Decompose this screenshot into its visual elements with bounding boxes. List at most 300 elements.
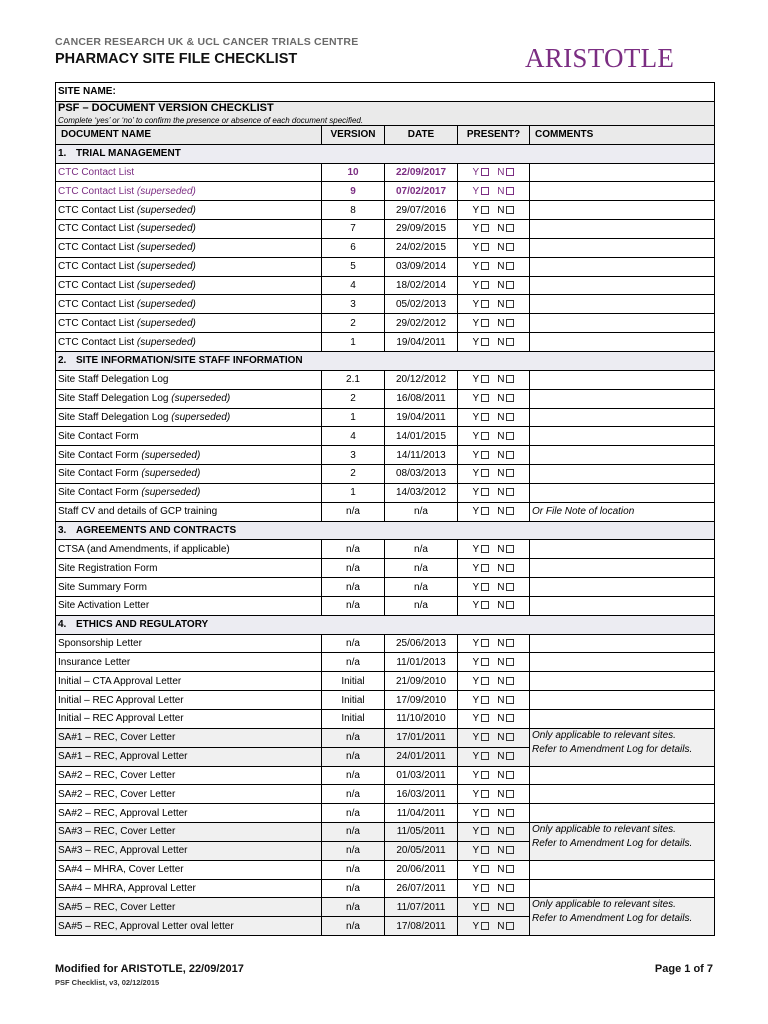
present-yes-option[interactable] [473,695,490,706]
yes-checkbox[interactable] [481,545,489,553]
no-label: N [497,751,505,763]
present-no-option[interactable] [497,713,514,724]
comments-cell[interactable] [530,728,715,766]
no-checkbox[interactable] [506,733,514,741]
date-cell: 24/02/2015 [385,238,458,257]
no-checkbox[interactable] [506,809,514,817]
present-yes-option[interactable] [473,713,490,724]
present-yes-option[interactable] [473,582,490,593]
present-no-option[interactable] [497,261,514,272]
document-row [56,804,715,823]
comments-cell[interactable] [530,898,715,936]
version-cell: n/a [322,653,385,672]
yes-checkbox[interactable] [481,601,489,609]
comments-cell[interactable] [530,163,715,182]
document-name-cell [56,860,322,879]
no-checkbox[interactable] [506,677,514,685]
present-yes-option[interactable] [473,657,490,668]
document-name-cell [56,370,322,389]
document-name: Staff CV and details of GCP training [58,506,218,518]
yes-checkbox[interactable] [481,168,489,176]
present-yes-option[interactable] [473,751,490,762]
present-no-option[interactable] [497,242,514,253]
yes-label: Y [472,223,480,235]
yes-label: Y [472,751,480,763]
present-cell [458,898,530,917]
present-yes-option[interactable] [473,883,490,894]
date-cell: n/a [385,559,458,578]
yes-checkbox[interactable] [481,243,489,251]
present-no-option[interactable] [497,600,514,611]
document-row [56,182,715,201]
yes-checkbox[interactable] [481,583,489,591]
no-label: N [497,185,505,197]
present-yes-option[interactable] [473,600,490,611]
yes-label: Y [472,883,480,895]
present-cell [458,634,530,653]
no-label: N [497,487,505,499]
no-checkbox[interactable] [506,413,514,421]
document-name-cell [56,220,322,239]
yes-checkbox[interactable] [481,469,489,477]
comments-cell[interactable] [530,766,715,785]
no-checkbox[interactable] [506,884,514,892]
present-no-option[interactable] [497,751,514,762]
present-yes-option[interactable] [473,506,490,517]
present-no-option[interactable] [497,789,514,800]
present-no-option[interactable] [497,450,514,461]
version-cell: n/a [322,823,385,842]
date-cell: 19/04/2011 [385,408,458,427]
document-name: Site Contact Form [58,449,139,461]
comments-cell[interactable] [530,465,715,484]
present-cell [458,389,530,408]
present-no-option[interactable] [497,770,514,781]
superseded-label: (superseded) [171,393,231,405]
no-checkbox[interactable] [506,488,514,496]
present-no-option[interactable] [497,883,514,894]
yes-checkbox[interactable] [481,451,489,459]
version-cell: n/a [322,841,385,860]
present-yes-option[interactable] [473,223,490,234]
comments-cell[interactable] [530,596,715,615]
comments-cell[interactable] [530,333,715,352]
no-label: N [497,374,505,386]
comments-cell[interactable] [530,238,715,257]
no-label: N [497,543,505,555]
present-yes-option[interactable] [473,167,490,178]
no-checkbox[interactable] [506,375,514,383]
yes-checkbox[interactable] [481,846,489,854]
comments-cell[interactable] [530,823,715,861]
document-row [56,483,715,502]
document-row [56,653,715,672]
present-cell [458,596,530,615]
present-no-option[interactable] [497,826,514,837]
yes-checkbox[interactable] [481,827,489,835]
present-yes-option[interactable] [473,864,490,875]
present-yes-option[interactable] [473,544,490,555]
present-cell [458,257,530,276]
comments-cell[interactable] [530,578,715,597]
no-label: N [497,506,505,518]
present-no-option[interactable] [497,393,514,404]
present-cell [458,465,530,484]
yes-checkbox[interactable] [481,262,489,270]
no-checkbox[interactable] [506,865,514,873]
present-yes-option[interactable] [473,921,490,932]
yes-checkbox[interactable] [481,300,489,308]
present-yes-option[interactable] [473,450,490,461]
version-cell: 9 [322,182,385,201]
document-name: Site Staff Delegation Log [58,374,169,386]
no-checkbox[interactable] [506,846,514,854]
no-checkbox[interactable] [506,922,514,930]
present-no-option[interactable] [497,167,514,178]
present-yes-option[interactable] [473,393,490,404]
document-name: Site Contact Form [58,430,139,442]
yes-checkbox[interactable] [481,206,489,214]
present-cell [458,559,530,578]
present-yes-option[interactable] [473,242,490,253]
document-name: Initial – REC Approval Letter [58,694,184,706]
no-checkbox[interactable] [506,300,514,308]
comments-cell[interactable] [530,220,715,239]
no-checkbox[interactable] [506,583,514,591]
no-checkbox[interactable] [506,752,514,760]
document-name-cell [56,465,322,484]
document-row [56,578,715,597]
no-checkbox[interactable] [506,206,514,214]
psf-header-row [56,101,715,125]
present-no-option[interactable] [497,544,514,555]
present-no-option[interactable] [497,337,514,348]
no-checkbox[interactable] [506,338,514,346]
yes-checkbox[interactable] [481,224,489,232]
document-name: SA#4 – MHRA, Approval Letter [58,883,196,895]
no-label: N [497,920,505,932]
document-name: CTC Contact List [58,166,135,178]
present-cell [458,578,530,597]
version-cell: n/a [322,898,385,917]
yes-label: Y [472,280,480,292]
comments-cell[interactable] [530,182,715,201]
no-checkbox[interactable] [506,168,514,176]
yes-checkbox[interactable] [481,752,489,760]
version-cell: 2 [322,389,385,408]
no-checkbox[interactable] [506,319,514,327]
yes-checkbox[interactable] [481,922,489,930]
present-no-option[interactable] [497,864,514,875]
comments-cell[interactable] [530,653,715,672]
no-label: N [497,562,505,574]
site-name-row [56,83,715,102]
no-checkbox[interactable] [506,564,514,572]
yes-checkbox[interactable] [481,507,489,515]
present-yes-option[interactable] [473,487,490,498]
comments-cell[interactable] [530,201,715,220]
document-name-cell [56,295,322,314]
present-yes-option[interactable] [473,337,490,348]
no-checkbox[interactable] [506,790,514,798]
section-number: 4. [58,619,67,631]
yes-label: Y [472,374,480,386]
no-checkbox[interactable] [506,714,514,722]
yes-label: Y [472,656,480,668]
comments-cell[interactable] [530,804,715,823]
date-cell: 17/09/2010 [385,691,458,710]
present-no-option[interactable] [497,205,514,216]
yes-checkbox[interactable] [481,187,489,195]
yes-checkbox[interactable] [481,903,489,911]
footer-version: PSF Checklist, v3, 02/12/2015 [55,978,160,987]
yes-checkbox[interactable] [481,639,489,647]
yes-label: Y [472,393,480,405]
no-checkbox[interactable] [506,187,514,195]
yes-label: Y [472,845,480,857]
present-yes-option[interactable] [473,732,490,743]
version-cell: 4 [322,427,385,446]
yes-checkbox[interactable] [481,488,489,496]
present-no-option[interactable] [497,223,514,234]
no-checkbox[interactable] [506,696,514,704]
document-row [56,238,715,257]
yes-checkbox[interactable] [481,714,489,722]
present-no-option[interactable] [497,676,514,687]
present-yes-option[interactable] [473,468,490,479]
yes-checkbox[interactable] [481,809,489,817]
document-name: Initial – CTA Approval Letter [58,675,182,687]
comments-cell[interactable] [530,483,715,502]
present-yes-option[interactable] [473,280,490,291]
no-checkbox[interactable] [506,771,514,779]
no-checkbox[interactable] [506,224,514,232]
present-no-option[interactable] [497,506,514,517]
document-name: CTC Contact List [58,261,135,273]
yes-checkbox[interactable] [481,677,489,685]
no-label: N [497,713,505,725]
no-label: N [497,223,505,235]
comments-cell[interactable] [530,276,715,295]
document-row [56,634,715,653]
present-yes-option[interactable] [473,676,490,687]
yes-checkbox[interactable] [481,790,489,798]
yes-checkbox[interactable] [481,733,489,741]
comments-cell[interactable] [530,672,715,691]
date-cell: n/a [385,502,458,521]
present-yes-option[interactable] [473,770,490,781]
present-no-option[interactable] [497,657,514,668]
yes-checkbox[interactable] [481,696,489,704]
document-name-cell [56,879,322,898]
present-yes-option[interactable] [473,902,490,913]
yes-checkbox[interactable] [481,432,489,440]
present-no-option[interactable] [497,695,514,706]
yes-checkbox[interactable] [481,658,489,666]
comments-cell[interactable] [530,710,715,729]
present-yes-option[interactable] [473,563,490,574]
present-yes-option[interactable] [473,826,490,837]
comments-cell[interactable] [530,559,715,578]
no-label: N [497,769,505,781]
document-name: Initial – REC Approval Letter [58,713,184,725]
present-yes-option[interactable] [473,299,490,310]
yes-checkbox[interactable] [481,865,489,873]
document-row [56,163,715,182]
yes-checkbox[interactable] [481,319,489,327]
yes-checkbox[interactable] [481,394,489,402]
comments-cell[interactable] [530,427,715,446]
version-cell: n/a [322,728,385,747]
no-label: N [497,280,505,292]
no-checkbox[interactable] [506,432,514,440]
comments-cell[interactable] [530,295,715,314]
comments-cell[interactable] [530,370,715,389]
document-name: Site Staff Delegation Log [58,393,169,405]
comments-cell[interactable] [530,691,715,710]
comments-cell[interactable] [530,314,715,333]
no-label: N [497,732,505,744]
present-no-option[interactable] [497,318,514,329]
version-cell: 10 [322,163,385,182]
present-no-option[interactable] [497,374,514,385]
no-checkbox[interactable] [506,827,514,835]
version-cell: n/a [322,917,385,936]
document-name-cell [56,408,322,427]
present-no-option[interactable] [497,582,514,593]
document-name: Site Contact Form [58,487,139,499]
section-header [56,615,715,634]
yes-label: Y [472,732,480,744]
comments-cell[interactable]: Or File Note of location [530,502,715,521]
section-header [56,144,715,163]
comments-cell[interactable] [530,389,715,408]
yes-label: Y [472,298,480,310]
yes-checkbox[interactable] [481,564,489,572]
present-yes-option[interactable] [473,845,490,856]
no-checkbox[interactable] [506,507,514,515]
present-no-option[interactable] [497,431,514,442]
no-label: N [497,788,505,800]
document-name: Site Activation Letter [58,600,150,612]
present-no-option[interactable] [497,487,514,498]
no-checkbox[interactable] [506,658,514,666]
no-checkbox[interactable] [506,451,514,459]
no-checkbox[interactable] [506,243,514,251]
present-cell [458,879,530,898]
psf-title: PSF – DOCUMENT VERSION CHECKLIST [58,101,274,114]
present-yes-option[interactable] [473,261,490,272]
present-no-option[interactable] [497,845,514,856]
present-no-option[interactable] [497,563,514,574]
no-checkbox[interactable] [506,262,514,270]
present-yes-option[interactable] [473,638,490,649]
yes-checkbox[interactable] [481,281,489,289]
present-yes-option[interactable] [473,412,490,423]
document-name: SA#1 – REC, Cover Letter [58,732,176,744]
present-yes-option[interactable] [473,186,490,197]
present-no-option[interactable] [497,732,514,743]
no-checkbox[interactable] [506,903,514,911]
document-name: CTC Contact List [58,242,135,254]
document-name: SA#3 – REC, Approval Letter [58,845,188,857]
present-yes-option[interactable] [473,374,490,385]
yes-label: Y [472,901,480,913]
document-name-cell [56,634,322,653]
present-no-option[interactable] [497,902,514,913]
comments-cell[interactable] [530,446,715,465]
document-row [56,465,715,484]
yes-checkbox[interactable] [481,884,489,892]
present-cell [458,728,530,747]
present-cell [458,427,530,446]
present-no-option[interactable] [497,280,514,291]
site-name-label[interactable]: SITE NAME: [56,83,715,102]
section-header-row [56,351,715,370]
present-cell [458,295,530,314]
yes-checkbox[interactable] [481,375,489,383]
present-yes-option[interactable] [473,789,490,800]
superseded-label: (superseded) [136,261,196,273]
present-cell [458,710,530,729]
yes-checkbox[interactable] [481,413,489,421]
document-name-cell [56,540,322,559]
document-row [56,691,715,710]
superseded-label: (superseded) [141,449,201,461]
present-cell [458,238,530,257]
present-yes-option[interactable] [473,431,490,442]
present-no-option[interactable] [497,921,514,932]
present-no-option[interactable] [497,468,514,479]
version-cell: n/a [322,578,385,597]
comments-cell[interactable] [530,860,715,879]
no-checkbox[interactable] [506,469,514,477]
present-yes-option[interactable] [473,808,490,819]
present-no-option[interactable] [497,412,514,423]
document-name-cell [56,785,322,804]
yes-checkbox[interactable] [481,338,489,346]
document-name-cell [56,333,322,352]
date-cell: n/a [385,596,458,615]
comments-cell[interactable] [530,540,715,559]
comments-cell[interactable] [530,634,715,653]
present-yes-option[interactable] [473,318,490,329]
no-checkbox[interactable] [506,601,514,609]
present-yes-option[interactable] [473,205,490,216]
yes-checkbox[interactable] [481,771,489,779]
document-name: SA#2 – REC, Cover Letter [58,788,176,800]
document-name-cell [56,163,322,182]
present-no-option[interactable] [497,638,514,649]
no-checkbox[interactable] [506,545,514,553]
present-no-option[interactable] [497,808,514,819]
present-no-option[interactable] [497,299,514,310]
comments-cell[interactable] [530,785,715,804]
no-label: N [497,317,505,329]
no-checkbox[interactable] [506,394,514,402]
no-checkbox[interactable] [506,281,514,289]
comments-cell[interactable] [530,408,715,427]
present-cell [458,370,530,389]
document-name-cell [56,314,322,333]
present-no-option[interactable] [497,186,514,197]
version-cell: n/a [322,502,385,521]
no-checkbox[interactable] [506,639,514,647]
superseded-label: (superseded) [141,487,201,499]
comments-cell[interactable] [530,257,715,276]
no-label: N [497,638,505,650]
comments-cell[interactable] [530,879,715,898]
